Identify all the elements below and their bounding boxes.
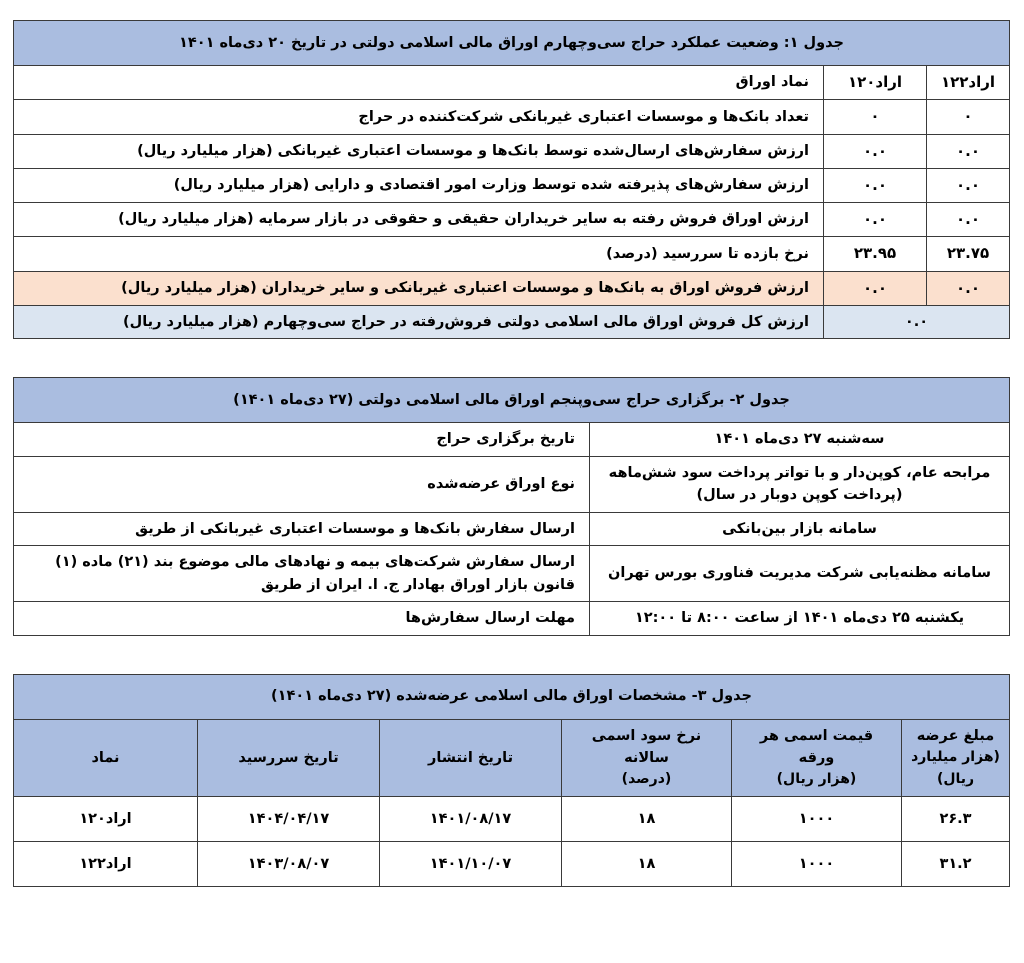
table-auction-35-details bbox=[13, 377, 1010, 635]
table1-grand-total-label: ارزش کل فروش اوراق مالی اسلامی دولتی فروش‌رفته در حراج سی‌وچهارم (هزار میلیارد ریال) bbox=[13, 305, 823, 338]
table1-title: جدول ۱: وضعیت عملکرد حراج سی‌وچهارم اوراق مالی اسلامی دولتی در تاریخ ۲۰ دی‌ماه ۱۴۰۱ bbox=[13, 21, 1009, 66]
table3-cell-nominal-price-row1: ۱۰۰۰ bbox=[732, 797, 902, 842]
table-row bbox=[13, 203, 1009, 237]
table3-cell-issue-date-row2: ۱۴۰۱/۱۰/۰۷ bbox=[380, 842, 562, 887]
table1-cell-orders-accepted-arad122: ۰.۰ bbox=[927, 168, 1010, 202]
table3-col-namad bbox=[13, 719, 197, 797]
table1-cell-capital-market-sales-arad122: ۰.۰ bbox=[927, 203, 1010, 237]
table3-col-nominal-price bbox=[732, 719, 902, 797]
table3-col-rate bbox=[562, 719, 732, 797]
table-row bbox=[13, 546, 1009, 602]
table-row bbox=[13, 21, 1009, 66]
table-row bbox=[13, 797, 1009, 842]
table1-label-ytm: نرخ بازده تا سررسید (درصد) bbox=[13, 237, 823, 271]
table3-col-offer-amount bbox=[902, 719, 1010, 797]
table1-cell-orders-accepted-arad120: ۰.۰ bbox=[824, 168, 927, 202]
table-row bbox=[13, 100, 1009, 134]
table3-col-issue-date-main: تاریخ انتشار bbox=[427, 749, 514, 766]
table-spacer-1 bbox=[14, 339, 1010, 377]
table3-col-namad-main: نماد bbox=[91, 749, 120, 766]
table3-col-maturity-date bbox=[198, 719, 380, 797]
table3-cell-namad-row2: اراد۱۲۲ bbox=[13, 842, 197, 887]
table1-cell-ytm-arad122: ۲۳.۷۵ bbox=[927, 237, 1010, 271]
table1-cell-total-sales-arad120: ۰.۰ bbox=[824, 271, 927, 305]
table1-cell-capital-market-sales-arad120: ۰.۰ bbox=[824, 203, 927, 237]
table1-cell-orders-sent-arad122: ۰.۰ bbox=[927, 134, 1010, 168]
table1-cell-namad-arad120: اراد۱۲۰ bbox=[824, 66, 927, 100]
table-auction-34-performance bbox=[13, 20, 1010, 339]
table1-label-orders-sent: ارزش سفارش‌های ارسال‌شده توسط بانک‌ها و موسسات اعتباری غیربانکی (هزار میلیارد ریال) bbox=[13, 134, 823, 168]
table3-col-nominal-price-main: قیمت اسمی هر ورقه bbox=[759, 727, 874, 766]
table3-cell-issue-date-row1: ۱۴۰۱/۰۸/۱۷ bbox=[380, 797, 562, 842]
table-row bbox=[13, 237, 1009, 271]
table2-value-order-deadline: یکشنبه ۲۵ دی‌ماه ۱۴۰۱ از ساعت ۸:۰۰ تا ۱۲:۰۰ bbox=[590, 602, 1010, 635]
table-offered-securities-specs bbox=[13, 674, 1010, 888]
table2-value-institution-order-channel: سامانه مظنه‌یابی شرکت مدیریت فناوری بورس تهران bbox=[590, 546, 1010, 602]
table-row-highlight-peach bbox=[13, 271, 1009, 305]
table2-label-institution-order-channel: ارسال سفارش شرکت‌های بیمه و نهادهای مالی موضوع بند (۲۱) ماده (۱) قانون بازار اوراق بهادار ج. ا. ایران از طریق bbox=[13, 546, 589, 602]
table3-cell-rate-row2: ۱۸ bbox=[562, 842, 732, 887]
table2-value-bank-order-channel: سامانه بازار بین‌بانکی bbox=[590, 512, 1010, 545]
table-row bbox=[13, 512, 1009, 545]
table2-label-bond-type: نوع اوراق عرضه‌شده bbox=[13, 456, 589, 512]
table3-col-nominal-price-unit: (هزار ریال) bbox=[776, 771, 857, 788]
table3-col-issue-date bbox=[380, 719, 562, 797]
table-row bbox=[13, 378, 1009, 423]
table3-cell-maturity-date-row2: ۱۴۰۳/۰۸/۰۷ bbox=[198, 842, 380, 887]
table1-cell-participants-arad122: ۰ bbox=[927, 100, 1010, 134]
table1-label-total-sales: ارزش فروش اوراق به بانک‌ها و موسسات اعتباری غیربانکی و سایر خریداران (هزار میلیارد ریال) bbox=[13, 271, 823, 305]
table1-label-participants: تعداد بانک‌ها و موسسات اعتباری غیربانکی شرکت‌کننده در حراج bbox=[13, 100, 823, 134]
table3-cell-offer-amount-row1: ۲۶.۳ bbox=[902, 797, 1010, 842]
table-row-total bbox=[13, 305, 1009, 338]
table-row bbox=[13, 134, 1009, 168]
table2-label-auction-date: تاریخ برگزاری حراج bbox=[13, 423, 589, 456]
table2-value-auction-date: سه‌شنبه ۲۷ دی‌ماه ۱۴۰۱ bbox=[590, 423, 1010, 456]
table-row bbox=[13, 602, 1009, 635]
table1-cell-orders-sent-arad120: ۰.۰ bbox=[824, 134, 927, 168]
table3-col-offer-amount-unit: (هزار میلیارد ریال) bbox=[911, 749, 1000, 788]
table3-cell-namad-row1: اراد۱۲۰ bbox=[13, 797, 197, 842]
table-row bbox=[13, 66, 1009, 100]
table1-cell-total-sales-arad122: ۰.۰ bbox=[927, 271, 1010, 305]
table-row bbox=[13, 423, 1009, 456]
table-row bbox=[13, 456, 1009, 512]
table2-title: جدول ۲- برگزاری حراج سی‌وپنجم اوراق مالی اسلامی دولتی (۲۷ دی‌ماه ۱۴۰۱) bbox=[13, 378, 1009, 423]
table2-label-bank-order-channel: ارسال سفارش بانک‌ها و موسسات اعتباری غیربانکی از طریق bbox=[13, 512, 589, 545]
table2-label-order-deadline: مهلت ارسال سفارش‌ها bbox=[13, 602, 589, 635]
table-row bbox=[13, 674, 1009, 719]
table1-label-capital-market-sales: ارزش اوراق فروش رفته به سایر خریداران حقیقی و حقوقی در بازار سرمایه (هزار میلیارد ریال) bbox=[13, 203, 823, 237]
table3-title: جدول ۳- مشخصات اوراق مالی اسلامی عرضه‌شده (۲۷ دی‌ماه ۱۴۰۱) bbox=[13, 674, 1009, 719]
table1-label-namad: نماد اوراق bbox=[13, 66, 823, 100]
table3-cell-rate-row1: ۱۸ bbox=[562, 797, 732, 842]
table3-col-offer-amount-main: مبلغ عرضه bbox=[916, 727, 995, 744]
table-row bbox=[13, 842, 1009, 887]
table3-cell-nominal-price-row2: ۱۰۰۰ bbox=[732, 842, 902, 887]
table3-col-maturity-date-main: تاریخ سررسید bbox=[238, 749, 339, 766]
table-header-row bbox=[13, 719, 1009, 797]
table-row bbox=[13, 168, 1009, 202]
table2-value-bond-type: مرابحه عام، کوپن‌دار و با تواتر پرداخت سود شش‌ماهه (پرداخت کوپن دوبار در سال) bbox=[590, 456, 1010, 512]
table3-col-rate-unit: (درصد) bbox=[621, 771, 672, 788]
table-spacer-2 bbox=[14, 636, 1010, 674]
table1-cell-participants-arad120: ۰ bbox=[824, 100, 927, 134]
table1-grand-total-value: ۰.۰ bbox=[824, 305, 1010, 338]
table3-col-rate-main: نرخ سود اسمی سالانه bbox=[591, 727, 702, 766]
table3-cell-offer-amount-row2: ۳۱.۲ bbox=[902, 842, 1010, 887]
table1-cell-namad-arad122: اراد۱۲۲ bbox=[927, 66, 1010, 100]
table1-label-orders-accepted: ارزش سفارش‌های پذیرفته شده توسط وزارت امور اقتصادی و دارایی (هزار میلیارد ریال) bbox=[13, 168, 823, 202]
table3-cell-maturity-date-row1: ۱۴۰۴/۰۴/۱۷ bbox=[198, 797, 380, 842]
table1-cell-ytm-arad120: ۲۳.۹۵ bbox=[824, 237, 927, 271]
